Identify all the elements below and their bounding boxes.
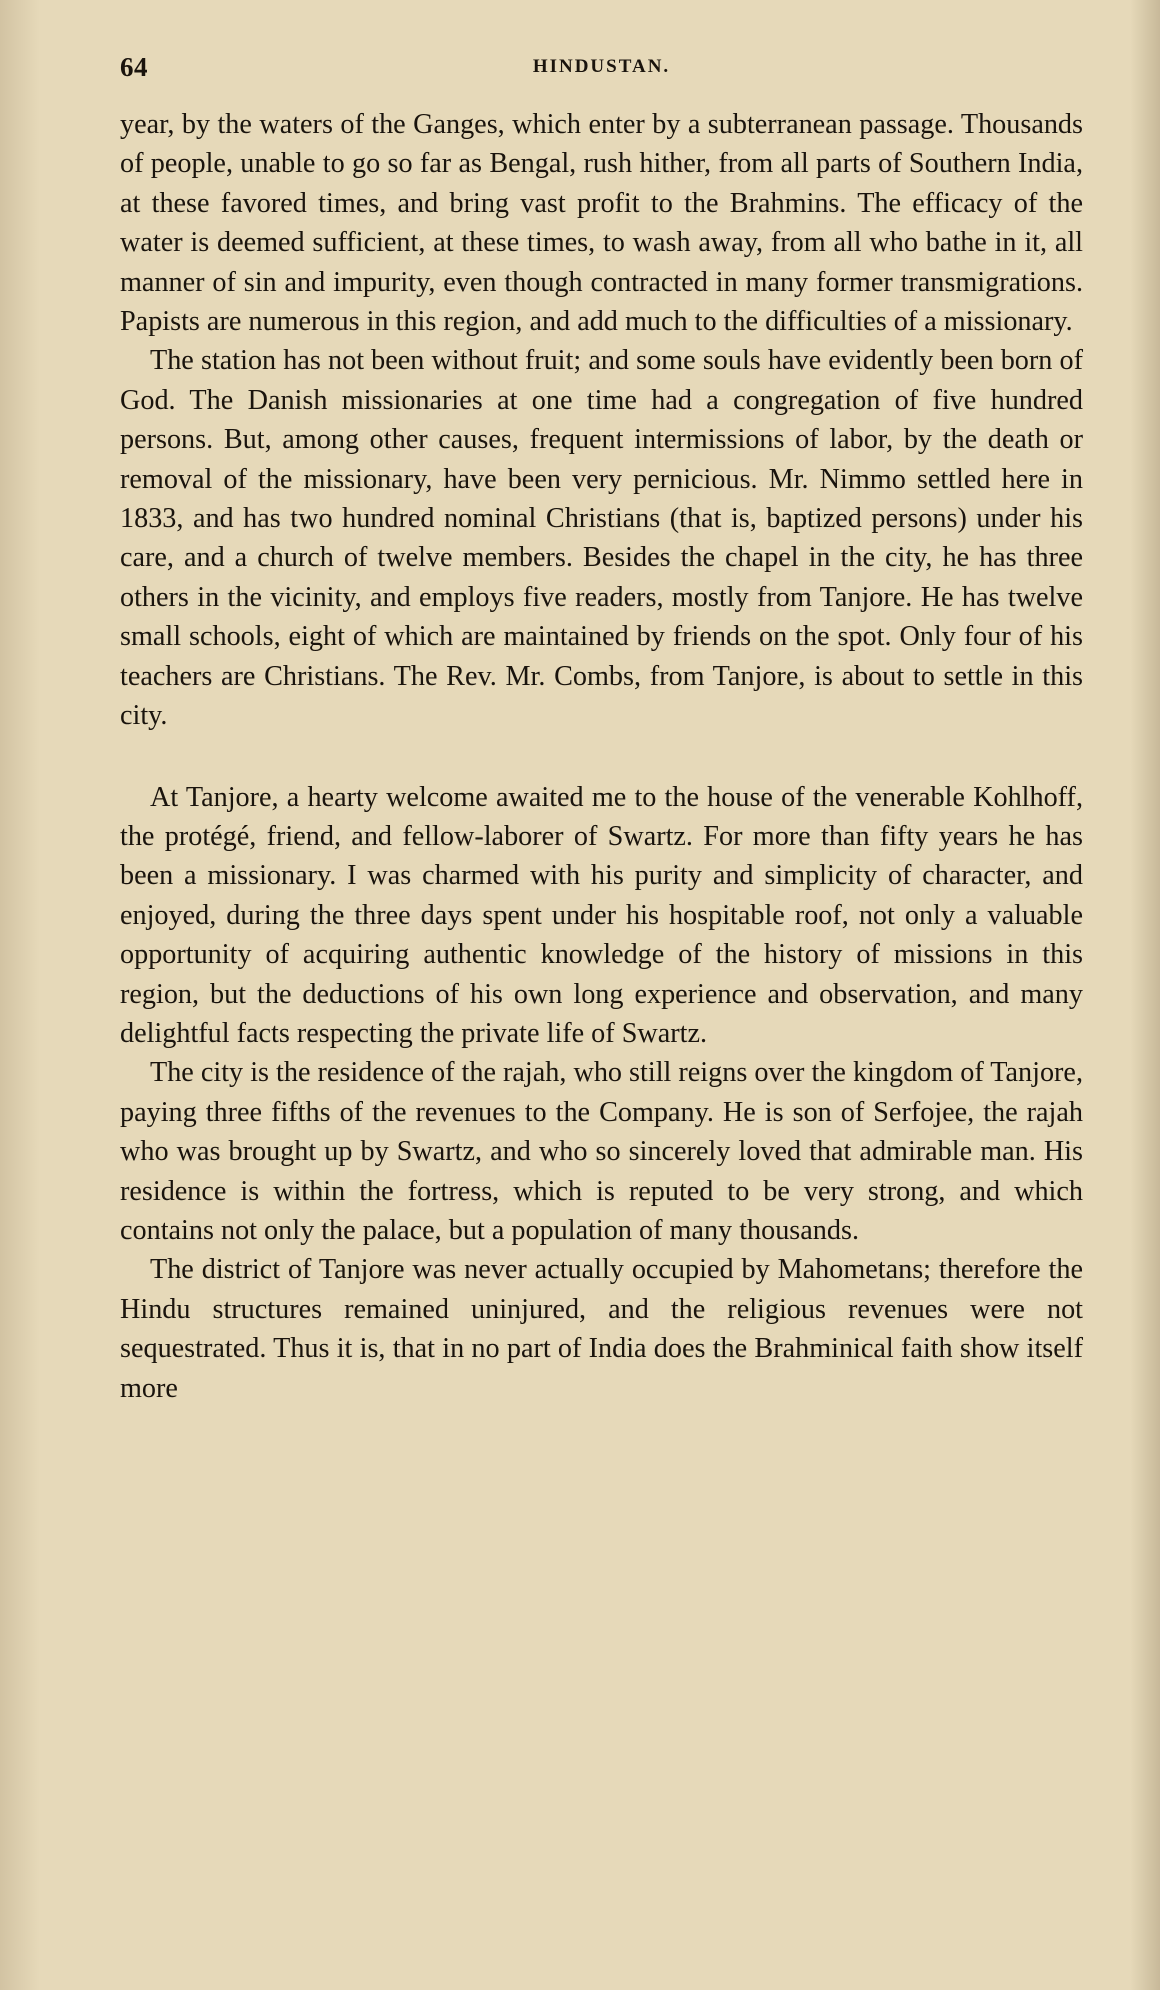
paragraph-continued: year, by the waters of the Ganges, which enter by a subterranean passage. Thousands of people, unable to go so far as Bengal, rush hither, from all parts of Southern India, at these favored times, and bring vast profit to the Brahmins. The efficacy of the water is deemed sufficient, at these times, to wash away, from all who bathe in it, all manner of sin and impurity, even though contracted in many former transmigrations. Papists are numerous in this region, and add much to the difficulties of a missionary. (120, 109, 1083, 338)
body-text (120, 105, 1083, 1408)
running-title: HINDUSTAN. (532, 56, 671, 77)
paragraph-district: The district of Tanjore was never actually occupied by Mahometans; therefore the Hindu structures remained uninjured, and the religious revenues were not sequestrated. Thus it is, that in no part of India does the Brahminical faith show itself more (120, 1254, 1083, 1404)
page-header (120, 52, 1083, 92)
page-number: 64 (120, 52, 148, 82)
paragraph-tanjore-arrival: At Tanjore, a hearty welcome awaited me to the house of the venerable Kohlhoff, the protégé, friend, and fellow-laborer of Swartz. For more than fifty years he has been a missionary. I was charmed with his purity and simplicity of character, and enjoyed, during the three days spent under his hospitable roof, not only a valuable opportunity of acquiring authentic knowledge of the history of missions in this region, but the deductions of his own long experience and observation, and many delightful facts respecting the private life of Swartz. (120, 781, 1083, 1049)
paragraph-rajah: The city is the residence of the rajah, who still reigns over the kingdom of Tanjore, paying three fifths of the revenues to the Company. He is son of Serfojee, the rajah who was brought up by Swartz, and who so sincerely loved that admirable man. His residence is within the fortress, which is reputed to be very strong, and which contains not only the palace, but a population of many thousands. (120, 1057, 1083, 1246)
paragraph-station: The station has not been without fruit; and some souls have evidently been born of God. The Danish missionaries at one time had a congregation of five hundred persons. But, among other causes, frequent intermissions of labor, by the death or removal of the missionary, have been very pernicious. Mr. Nimmo settled here in 1833, and has two hundred nominal Christians (that is, baptized persons) under his care, and a church of twelve members. Besides the chapel in the city, he has three others in the vicinity, and employs five readers, mostly from Tanjore. He has twelve small schools, eight of which are maintained by friends on the spot. Only four of his teachers are Christians. The Rev. Mr. Combs, from Tanjore, is about to settle in this city. (120, 345, 1083, 732)
